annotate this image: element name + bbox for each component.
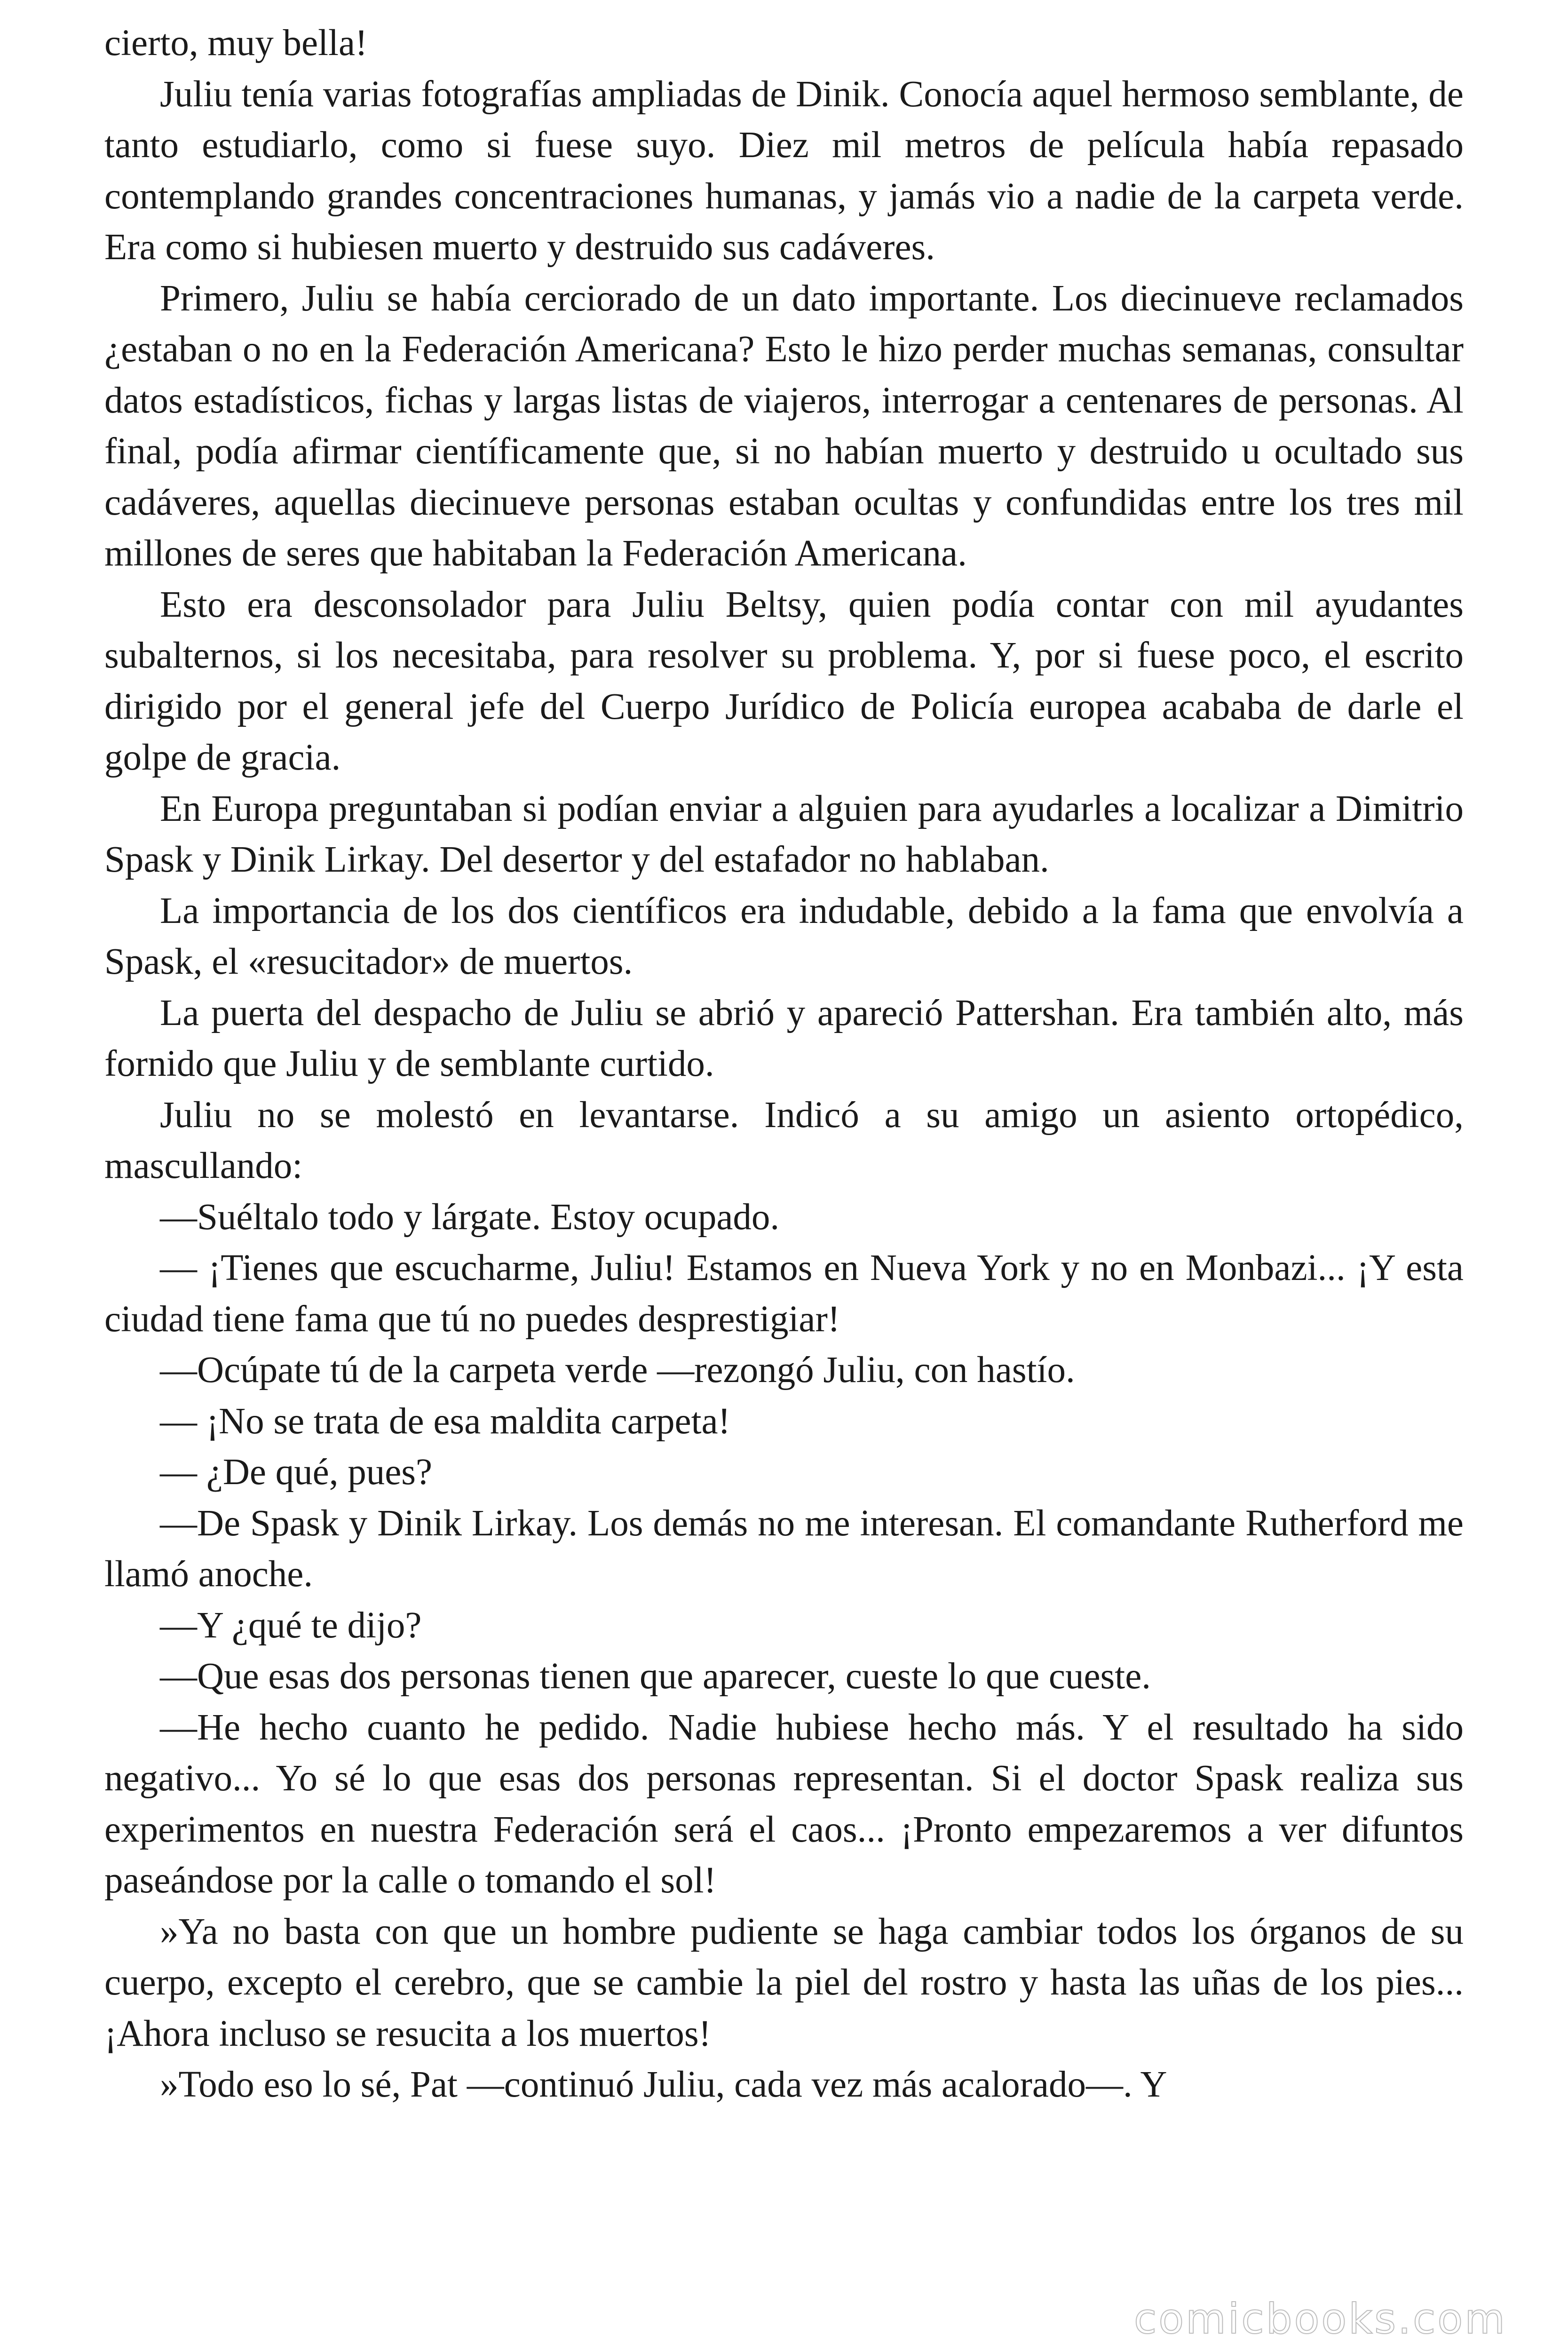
site-watermark: comicbooks.com [1133,2295,1507,2343]
paragraph: Juliu no se molestó en levantarse. Indicó a su amigo un asiento ortopédico, mascullando: [104,1094,1464,1186]
dialogue-line: — ¡Tienes que escucharme, Juliu! Estamos en Nueva York y no en Monbazi... ¡Y esta ciudad tiene fama que tú no puedes desprestigiar! [104,1248,1464,1340]
dialogue-line: —He hecho cuanto he pedido. Nadie hubiese hecho más. Y el resultado ha sido negativo... Yo sé lo que esas dos personas representan. Si el doctor Spask realiza sus experimentos en nuestra Federación será el caos... ¡Pronto empezaremos a ver difuntos paseándose por la calle o tomando el sol! [104,1707,1464,1901]
dialogue-line: — ¿De qué, pues? [160,1452,433,1493]
dialogue-line: —Suéltalo todo y lárgate. Estoy ocupado. [160,1196,780,1238]
paragraph: La importancia de los dos científicos era indudable, debido a la fama que envolvía a Spask, el «resucitador» de muertos. [104,890,1464,982]
paragraph-continued: cierto, muy bella! [104,23,368,64]
dialogue-line: »Todo eso lo sé, Pat —continuó Juliu, cada vez más acalorado—. Y [160,2064,1167,2105]
paragraph: Primero, Juliu se había cerciorado de un dato importante. Los diecinueve reclamados ¿estaban o no en la Federación Americana? Esto le hizo perder muchas semanas, consultar datos estadísticos, fichas y largas listas de viajeros, interrogar a centenares de personas. Al final, podía afirmar científicamente que, si no habían muerto y destruido u ocultado sus cadáveres, aquellas diecinueve personas estaban ocultas y confundidas entre los tres mil millones de seres que habitaban la Federación Americana. [104,278,1464,574]
dialogue-line: —Y ¿qué te dijo? [160,1605,422,1646]
paragraph: Esto era desconsolador para Juliu Beltsy, quien podía contar con mil ayudantes subalternos, si los necesitaba, para resolver su problema. Y, por si fuese poco, el escrito dirigido por el general jefe del Cuerpo Jurídico de Policía europea acababa de darle el golpe de gracia. [104,584,1464,778]
dialogue-line: —Ocúpate tú de la carpeta verde —rezongó Juliu, con hastío. [160,1350,1075,1391]
paragraph: Juliu tenía varias fotografías ampliadas de Dinik. Conocía aquel hermoso semblante, de tanto estudiarlo, como si fuese suyo. Diez mil metros de película había repasado contemplando grandes concentraciones humanas, y jamás vio a nadie de la carpeta verde. Era como si hubiesen muerto y destruido sus cadáveres. [104,73,1464,268]
paragraph: La puerta del despacho de Juliu se abrió y apareció Pattershan. Era también alto, más fornido que Juliu y de semblante curtido. [104,992,1464,1084]
dialogue-line: —De Spask y Dinik Lirkay. Los demás no me interesan. El comandante Rutherford me llamó anoche. [104,1502,1464,1595]
book-page-text [104,18,1464,2111]
dialogue-line: —Que esas dos personas tienen que aparecer, cueste lo que cueste. [160,1656,1151,1697]
dialogue-line: »Ya no basta con que un hombre pudiente se haga cambiar todos los órganos de su cuerpo, excepto el cerebro, que se cambie la piel del rostro y hasta las uñas de los pies... ¡Ahora incluso se resucita a los muertos! [104,1911,1464,2054]
dialogue-line: — ¡No se trata de esa maldita carpeta! [160,1400,730,1442]
paragraph: En Europa preguntaban si podían enviar a alguien para ayudarles a localizar a Dimitrio Spask y Dinik Lirkay. Del desertor y del estafador no hablaban. [104,788,1464,880]
